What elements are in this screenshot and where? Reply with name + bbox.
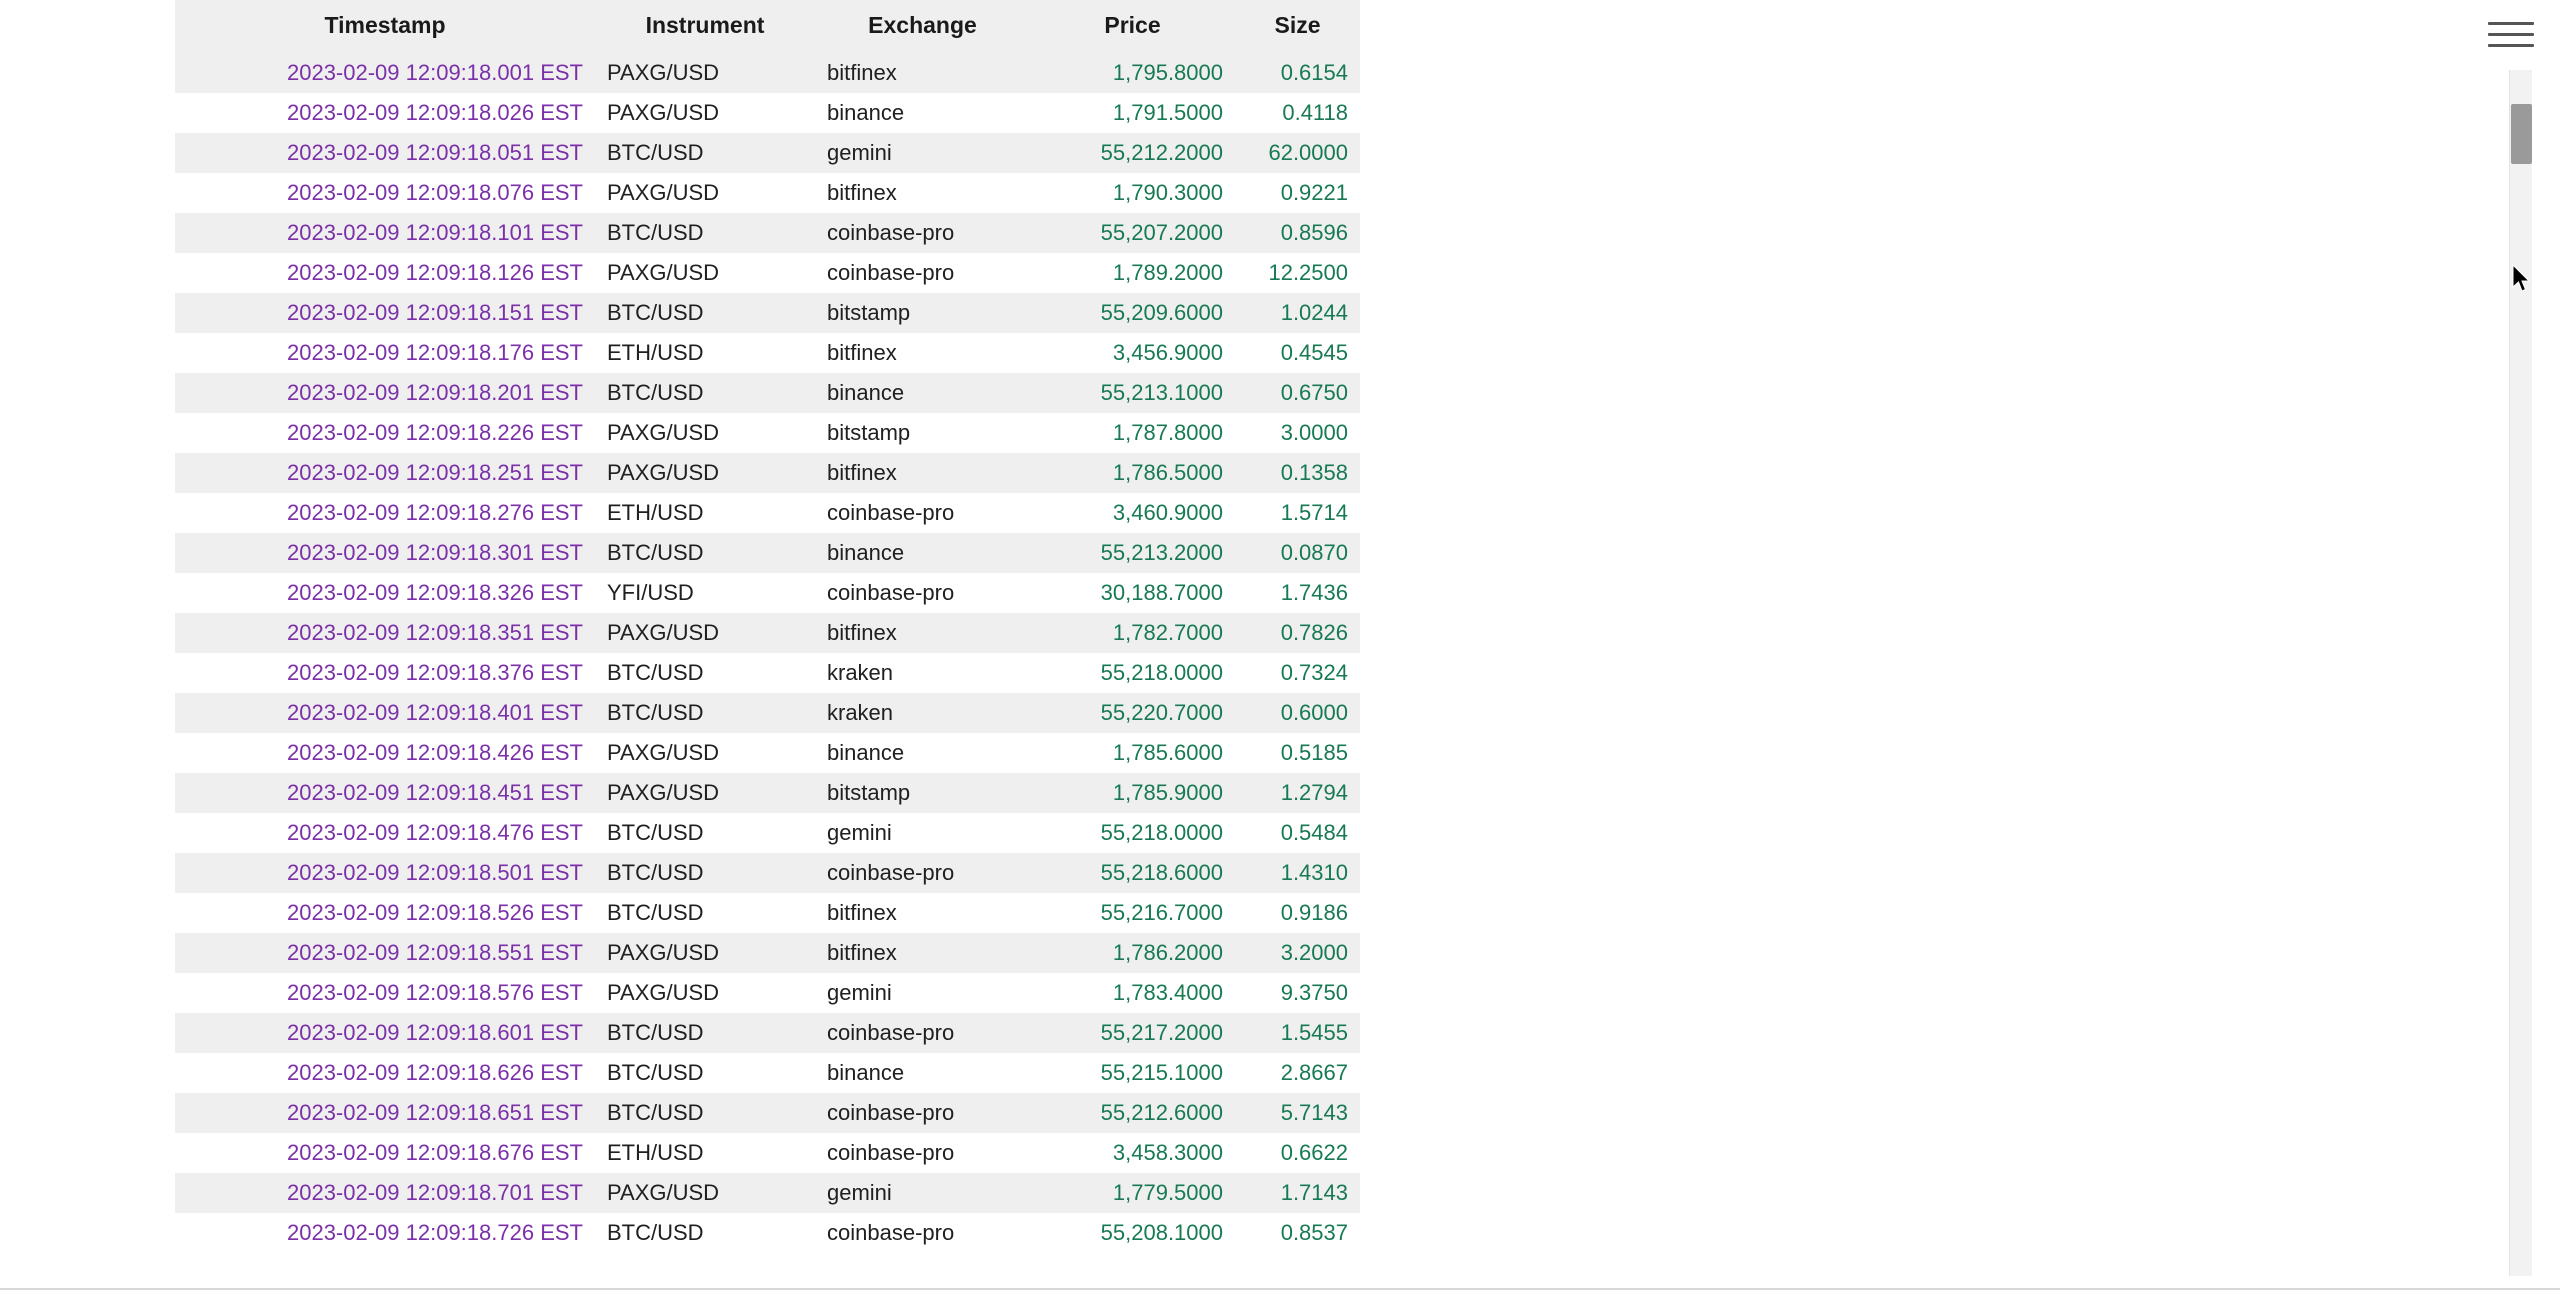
- cell-timestamp: 2023-02-09 12:09:18.401 EST: [286, 700, 583, 725]
- cell-price: 55,212.2000: [1100, 140, 1223, 165]
- cell-size: 0.4118: [1282, 100, 1348, 125]
- cell-price: 55,218.0000: [1100, 660, 1223, 685]
- table-row[interactable]: [175, 653, 1360, 693]
- cell-instrument: ETH/USD: [607, 1140, 704, 1165]
- cell-exchange: bitfinex: [827, 180, 897, 205]
- cell-instrument: BTC/USD: [607, 380, 704, 405]
- cell-timestamp: 2023-02-09 12:09:18.601 EST: [286, 1020, 583, 1045]
- cell-exchange: binance: [827, 380, 905, 405]
- vertical-scrollbar-track[interactable]: [2509, 70, 2532, 1276]
- cell-price: 55,213.1000: [1100, 380, 1223, 405]
- cell-price: 55,207.2000: [1100, 220, 1223, 245]
- cell-price: 3,456.9000: [1112, 340, 1223, 365]
- cell-exchange: binance: [827, 740, 905, 765]
- cell-exchange: coinbase-pro: [827, 860, 955, 885]
- cell-instrument: BTC/USD: [607, 220, 704, 245]
- cell-instrument: BTC/USD: [607, 300, 704, 325]
- cell-size: 0.8537: [1280, 1220, 1348, 1245]
- table-row[interactable]: [175, 573, 1360, 613]
- cell-size: 1.0244: [1280, 300, 1348, 325]
- table-row[interactable]: [175, 53, 1360, 93]
- cell-instrument: PAXG/USD: [607, 980, 720, 1005]
- cell-timestamp: 2023-02-09 12:09:18.151 EST: [286, 300, 583, 325]
- cell-timestamp: 2023-02-09 12:09:18.626 EST: [286, 1060, 583, 1085]
- cell-exchange: bitfinex: [827, 940, 897, 965]
- cell-timestamp: 2023-02-09 12:09:18.501 EST: [286, 860, 583, 885]
- table-row[interactable]: [175, 893, 1360, 933]
- cell-price: 1,783.4000: [1112, 980, 1223, 1005]
- cell-timestamp: 2023-02-09 12:09:18.726 EST: [286, 1220, 583, 1245]
- cell-exchange: coinbase-pro: [827, 260, 955, 285]
- cell-price: 55,208.1000: [1100, 1220, 1223, 1245]
- cell-size: 0.1358: [1280, 460, 1348, 485]
- cell-instrument: PAXG/USD: [607, 460, 720, 485]
- cell-size: 62.0000: [1268, 140, 1348, 165]
- table-row[interactable]: [175, 413, 1360, 453]
- cell-price: 55,212.6000: [1100, 1100, 1223, 1125]
- cell-exchange: binance: [827, 540, 905, 565]
- cell-size: 0.9186: [1280, 900, 1348, 925]
- cell-timestamp: 2023-02-09 12:09:18.376 EST: [286, 660, 583, 685]
- cell-price: 1,786.2000: [1112, 940, 1223, 965]
- cell-timestamp: 2023-02-09 12:09:18.251 EST: [286, 460, 583, 485]
- cell-exchange: bitfinex: [827, 460, 897, 485]
- cell-timestamp: 2023-02-09 12:09:18.076 EST: [286, 180, 583, 205]
- cell-size: 1.5455: [1280, 1020, 1348, 1045]
- cell-instrument: BTC/USD: [607, 860, 704, 885]
- cell-price: 30,188.7000: [1100, 580, 1223, 605]
- table-row[interactable]: [175, 293, 1360, 333]
- cell-exchange: coinbase-pro: [827, 1140, 955, 1165]
- table-row[interactable]: [175, 773, 1360, 813]
- cell-timestamp: 2023-02-09 12:09:18.701 EST: [286, 1180, 583, 1205]
- cell-timestamp: 2023-02-09 12:09:18.201 EST: [286, 380, 583, 405]
- cell-exchange: binance: [827, 1060, 905, 1085]
- cell-timestamp: 2023-02-09 12:09:18.551 EST: [286, 940, 583, 965]
- cell-price: 55,218.0000: [1100, 820, 1223, 845]
- cell-timestamp: 2023-02-09 12:09:18.651 EST: [286, 1100, 583, 1125]
- cell-size: 0.0870: [1280, 540, 1348, 565]
- cell-size: 0.5185: [1280, 740, 1348, 765]
- cell-price: 1,779.5000: [1112, 1180, 1223, 1205]
- column-header-timestamp[interactable]: Timestamp: [175, 0, 595, 53]
- cell-price: 1,782.7000: [1112, 620, 1223, 645]
- cell-instrument: ETH/USD: [607, 340, 704, 365]
- table-row[interactable]: [175, 253, 1360, 293]
- cell-instrument: ETH/USD: [607, 500, 704, 525]
- cell-exchange: bitstamp: [827, 780, 911, 805]
- cell-price: 55,213.2000: [1100, 540, 1223, 565]
- cell-instrument: PAXG/USD: [607, 940, 720, 965]
- cell-timestamp: 2023-02-09 12:09:18.326 EST: [286, 580, 583, 605]
- hamburger-bar-2: [2488, 33, 2534, 36]
- table-row[interactable]: [175, 1053, 1360, 1093]
- table-row[interactable]: [175, 733, 1360, 773]
- cell-instrument: BTC/USD: [607, 1100, 704, 1125]
- cell-instrument: PAXG/USD: [607, 100, 720, 125]
- cell-price: 1,787.8000: [1112, 420, 1223, 445]
- cell-size: 9.3750: [1280, 980, 1348, 1005]
- cell-exchange: coinbase-pro: [827, 1020, 955, 1045]
- cell-timestamp: 2023-02-09 12:09:18.576 EST: [286, 980, 583, 1005]
- cell-timestamp: 2023-02-09 12:09:18.301 EST: [286, 540, 583, 565]
- cell-exchange: coinbase-pro: [827, 1220, 955, 1245]
- table-row[interactable]: [175, 533, 1360, 573]
- cell-size: 0.4545: [1280, 340, 1348, 365]
- cell-size: 1.7436: [1280, 580, 1348, 605]
- cell-instrument: PAXG/USD: [607, 180, 720, 205]
- cell-exchange: bitfinex: [827, 620, 897, 645]
- hamburger-bar-3: [2488, 44, 2534, 47]
- cell-instrument: PAXG/USD: [607, 780, 720, 805]
- column-header-price[interactable]: Price: [1030, 0, 1235, 53]
- cell-size: 1.2794: [1280, 780, 1348, 805]
- cell-price: 1,789.2000: [1112, 260, 1223, 285]
- table-row[interactable]: [175, 133, 1360, 173]
- cell-size: 5.7143: [1280, 1100, 1348, 1125]
- table-row[interactable]: [175, 493, 1360, 533]
- cell-instrument: PAXG/USD: [607, 620, 720, 645]
- cell-price: 1,791.5000: [1112, 100, 1223, 125]
- cell-timestamp: 2023-02-09 12:09:18.226 EST: [286, 420, 583, 445]
- cell-instrument: BTC/USD: [607, 660, 704, 685]
- cell-size: 1.4310: [1280, 860, 1348, 885]
- cell-exchange: kraken: [827, 660, 894, 685]
- table-row[interactable]: [175, 1133, 1360, 1173]
- cell-timestamp: 2023-02-09 12:09:18.001 EST: [286, 60, 583, 85]
- cell-instrument: BTC/USD: [607, 540, 704, 565]
- cell-timestamp: 2023-02-09 12:09:18.451 EST: [286, 780, 583, 805]
- table-row[interactable]: [175, 453, 1360, 493]
- trades-header-row: [175, 0, 1360, 53]
- cell-price: 3,460.9000: [1112, 500, 1223, 525]
- table-row[interactable]: [175, 93, 1360, 133]
- cell-exchange: bitstamp: [827, 420, 911, 445]
- cell-timestamp: 2023-02-09 12:09:18.051 EST: [286, 140, 583, 165]
- cell-size: 0.7826: [1280, 620, 1348, 645]
- cell-instrument: BTC/USD: [607, 900, 704, 925]
- cell-exchange: gemini: [827, 820, 892, 845]
- table-row[interactable]: [175, 813, 1360, 853]
- cell-instrument: PAXG/USD: [607, 60, 720, 85]
- hamburger-menu-icon[interactable]: [2488, 22, 2534, 56]
- table-row[interactable]: [175, 973, 1360, 1013]
- cell-exchange: bitfinex: [827, 340, 897, 365]
- cell-instrument: BTC/USD: [607, 700, 704, 725]
- cell-size: 0.7324: [1280, 660, 1348, 685]
- cell-timestamp: 2023-02-09 12:09:18.426 EST: [286, 740, 583, 765]
- cell-size: 12.2500: [1268, 260, 1348, 285]
- cell-price: 1,790.3000: [1112, 180, 1223, 205]
- cell-timestamp: 2023-02-09 12:09:18.101 EST: [286, 220, 583, 245]
- table-row[interactable]: [175, 693, 1360, 733]
- table-row[interactable]: [175, 933, 1360, 973]
- cell-size: 2.8667: [1280, 1060, 1348, 1085]
- trades-table: [175, 0, 1360, 1253]
- cell-timestamp: 2023-02-09 12:09:18.026 EST: [286, 100, 583, 125]
- cell-exchange: gemini: [827, 140, 892, 165]
- cell-timestamp: 2023-02-09 12:09:18.276 EST: [286, 500, 583, 525]
- table-row[interactable]: [175, 853, 1360, 893]
- cell-timestamp: 2023-02-09 12:09:18.526 EST: [286, 900, 583, 925]
- cell-price: 1,785.9000: [1112, 780, 1223, 805]
- bottom-strip: [0, 1290, 2560, 1302]
- table-row[interactable]: [175, 1213, 1360, 1253]
- cell-size: 0.8596: [1280, 220, 1348, 245]
- table-row[interactable]: [175, 373, 1360, 413]
- table-row[interactable]: [175, 1093, 1360, 1133]
- table-row[interactable]: [175, 1173, 1360, 1213]
- cell-instrument: PAXG/USD: [607, 420, 720, 445]
- cell-exchange: gemini: [827, 980, 892, 1005]
- cell-exchange: coinbase-pro: [827, 580, 955, 605]
- cell-instrument: BTC/USD: [607, 1060, 704, 1085]
- cell-exchange: bitfinex: [827, 60, 897, 85]
- table-row[interactable]: [175, 213, 1360, 253]
- cell-timestamp: 2023-02-09 12:09:18.476 EST: [286, 820, 583, 845]
- cell-size: 1.5714: [1280, 500, 1348, 525]
- cell-price: 55,215.1000: [1100, 1060, 1223, 1085]
- table-row[interactable]: [175, 333, 1360, 373]
- cell-instrument: PAXG/USD: [607, 260, 720, 285]
- cell-exchange: gemini: [827, 1180, 892, 1205]
- cell-exchange: coinbase-pro: [827, 1100, 955, 1125]
- cell-size: 0.6000: [1280, 700, 1348, 725]
- trades-table-body: [175, 53, 1360, 1253]
- cell-timestamp: 2023-02-09 12:09:18.676 EST: [286, 1140, 583, 1165]
- cell-price: 55,216.7000: [1100, 900, 1223, 925]
- cell-instrument: BTC/USD: [607, 140, 704, 165]
- cell-timestamp: 2023-02-09 12:09:18.351 EST: [286, 620, 583, 645]
- cell-exchange: coinbase-pro: [827, 220, 955, 245]
- table-row[interactable]: [175, 1013, 1360, 1053]
- cell-price: 1,786.5000: [1112, 460, 1223, 485]
- table-row[interactable]: [175, 613, 1360, 653]
- column-header-instrument[interactable]: Instrument: [595, 0, 815, 53]
- cell-price: 55,209.6000: [1100, 300, 1223, 325]
- hamburger-bar-1: [2488, 22, 2534, 25]
- cell-size: 0.6750: [1280, 380, 1348, 405]
- cell-instrument: BTC/USD: [607, 1020, 704, 1045]
- cell-size: 0.6622: [1280, 1140, 1348, 1165]
- cell-timestamp: 2023-02-09 12:09:18.176 EST: [286, 340, 583, 365]
- trades-table-head: [175, 0, 1360, 53]
- trades-table-region: [175, 0, 2512, 1287]
- cell-instrument: BTC/USD: [607, 1220, 704, 1245]
- cell-size: 3.0000: [1280, 420, 1348, 445]
- table-row[interactable]: [175, 173, 1360, 213]
- cell-timestamp: 2023-02-09 12:09:18.126 EST: [286, 260, 583, 285]
- cell-exchange: kraken: [827, 700, 894, 725]
- cell-instrument: PAXG/USD: [607, 1180, 720, 1205]
- vertical-scrollbar-thumb[interactable]: [2511, 104, 2532, 164]
- cell-size: 1.7143: [1280, 1180, 1348, 1205]
- cell-instrument: YFI/USD: [607, 580, 694, 605]
- cell-price: 1,785.6000: [1112, 740, 1223, 765]
- cell-exchange: bitfinex: [827, 900, 897, 925]
- cell-instrument: BTC/USD: [607, 820, 704, 845]
- cell-size: 3.2000: [1280, 940, 1348, 965]
- cell-exchange: coinbase-pro: [827, 500, 955, 525]
- cell-exchange: bitstamp: [827, 300, 911, 325]
- cell-size: 0.6154: [1280, 60, 1348, 85]
- column-header-size[interactable]: Size: [1235, 0, 1360, 53]
- cell-price: 1,795.8000: [1112, 60, 1223, 85]
- cell-price: 3,458.3000: [1112, 1140, 1223, 1165]
- cell-price: 55,218.6000: [1100, 860, 1223, 885]
- column-header-exchange[interactable]: Exchange: [815, 0, 1030, 53]
- cell-instrument: PAXG/USD: [607, 740, 720, 765]
- cell-size: 0.5484: [1280, 820, 1348, 845]
- cell-exchange: binance: [827, 100, 905, 125]
- cell-size: 0.9221: [1280, 180, 1348, 205]
- cell-price: 55,220.7000: [1100, 700, 1223, 725]
- cell-price: 55,217.2000: [1100, 1020, 1223, 1045]
